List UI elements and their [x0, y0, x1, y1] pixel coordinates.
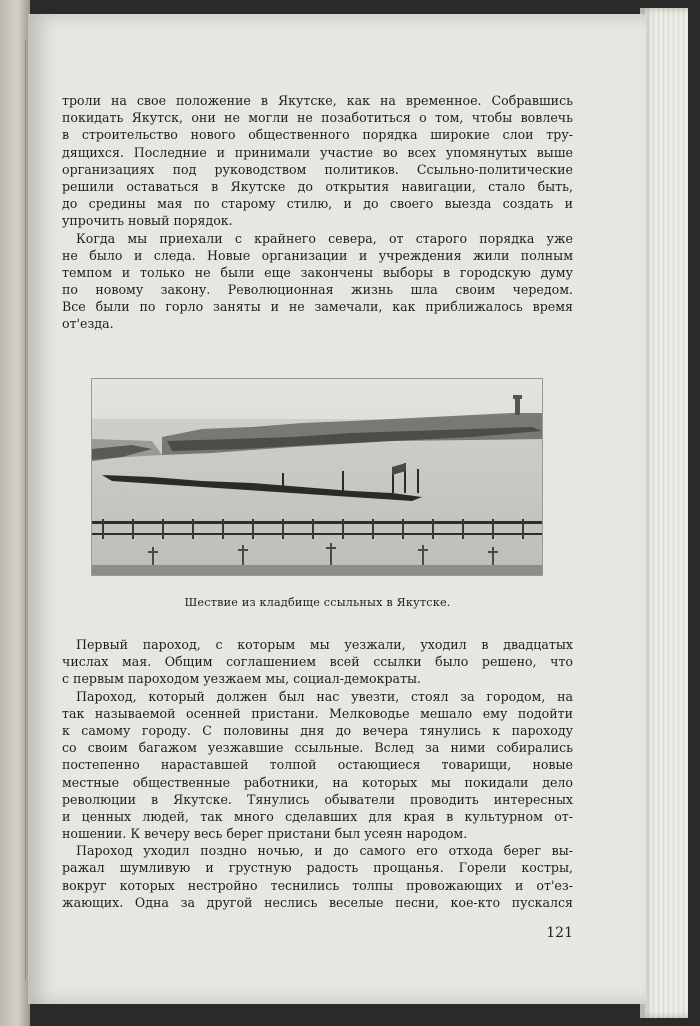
- text-line: Пароход уходил поздно ночью, и до самого его отхода берег вы-: [76, 843, 573, 859]
- text-line: троли на свое положение в Якутске, как на временное. Собравшись: [62, 93, 573, 108]
- text-line: не было и следа. Новые организации и учреждения жили полным: [62, 247, 573, 263]
- text-line: так называемой осенней пристани. Мелководье мешало ему подойти: [62, 705, 573, 721]
- page-number: 121: [546, 925, 573, 941]
- text-block-bottom: [62, 636, 573, 911]
- text-line: числах мая. Общим соглашением всей ссылки было решено, что: [62, 654, 573, 670]
- text-line: со своим багажом уезжавшие ссыльные. Вслед за ними собирались: [62, 740, 573, 756]
- text-line: Пароход, который должен был нас увезти, стоял за городом, на: [76, 688, 573, 704]
- text-line: покидать Якутск, они не могли не позаботиться о том, чтобы вовлечь: [62, 110, 573, 126]
- text-block-top: [62, 92, 573, 333]
- previous-page-edge: [0, 0, 30, 1026]
- text-line: с первым пароходом уезжаем мы, социал-демократы.: [62, 671, 422, 687]
- text-line: от'езда.: [62, 316, 114, 332]
- page-gutter-line: [25, 40, 26, 980]
- photo-procession: [91, 378, 543, 576]
- text-line: по новому закону. Революционная жизнь шла своим чередом.: [62, 282, 573, 298]
- text-line: решили оставаться в Якутске до открытия навигации, стало быть,: [62, 178, 573, 194]
- text-line: и ценных людей, так много сделавших для края в культурном от-: [62, 808, 573, 824]
- book-page-edges: [640, 8, 688, 1018]
- text-line: революции в Якутске. Тянулись обыватели проводить интересных: [62, 791, 573, 807]
- text-line: ношении. К вечеру весь берег пристани был усеян народом.: [62, 826, 468, 842]
- text-line: Все были по горло заняты и не замечали, как приближалось время: [62, 299, 573, 315]
- text-line: до средины мая по старому стилю, и до своего выезда создать и: [62, 196, 573, 212]
- text-line: местные общественные работники, на которых мы покидали дело: [62, 774, 573, 790]
- text-line: Когда мы приехали с крайнего севера, от старого порядка уже: [76, 230, 573, 246]
- photo-image: [92, 379, 542, 575]
- text-line: организациях под руководством политиков. Ссыльно-политические: [62, 161, 573, 177]
- photo-caption: Шествие из кладбище ссыльных в Якутске.: [184, 596, 451, 609]
- text-line: упрочить новый порядок.: [62, 213, 233, 229]
- text-line: дящихся. Последние и принимали участие во всех упомянутых выше: [62, 144, 573, 160]
- text-line: постепенно нараставшей толпой остающиеся товарищи, новые: [62, 757, 573, 773]
- text-line: в строительство нового общественного порядка широкие слои тру-: [62, 127, 573, 143]
- text-line: жающих. Одна за другой неслись веселые песни, кое-кто пускался: [62, 894, 573, 910]
- text-line: Первый пароход, с которым мы уезжали, уходил в двадцатых: [76, 637, 573, 652]
- text-line: темпом и только не были еще закончены выборы в городскую думу: [62, 264, 573, 280]
- text-line: ражал шумливую и грустную радость прощанья. Горели костры,: [62, 860, 573, 876]
- text-line: вокруг которых нестройно теснились толпы провожающих и от'ез-: [62, 877, 573, 893]
- text-line: к самому городу. С половины дня до вечера тянулись к пароходу: [62, 722, 573, 738]
